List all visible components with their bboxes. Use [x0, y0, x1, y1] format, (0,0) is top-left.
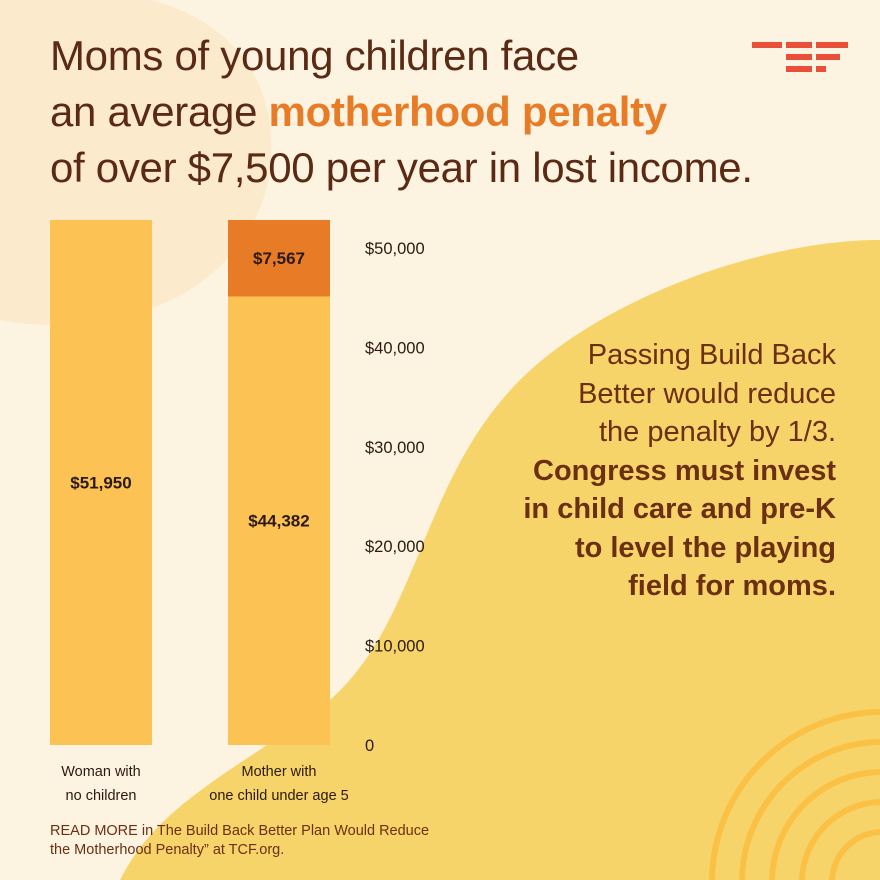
callout-strong-2: in child care and pre-K	[523, 493, 836, 525]
headline-line-1: Moms of young children face	[50, 32, 579, 79]
y-tick-label-40000: $40,000	[365, 339, 425, 358]
source-line-1: READ MORE in The Build Back Better Plan Would Reduce	[50, 823, 430, 839]
headline-line-3: of over $7,500 per year in lost income.	[50, 144, 753, 191]
category-label-1-line-1: Woman with	[61, 764, 141, 780]
callout-line-2: Better would reduce	[578, 377, 836, 410]
policy-callout	[470, 336, 836, 606]
bar-1-value-label-1: $51,950	[70, 473, 132, 493]
bar-2-value-label-2: $7,567	[253, 249, 305, 269]
callout-strong-4: field for moms.	[628, 570, 836, 602]
category-label-1-line-2: no children	[65, 788, 137, 804]
callout-strong-3: to level the playing	[574, 531, 836, 564]
source-note	[50, 822, 570, 860]
callout-strong-1: Congress must invest	[533, 454, 836, 487]
source-line-2: the Motherhood Penalty” at TCF.org.	[50, 842, 285, 858]
callout-line-3: the penalty by 1/3.	[599, 416, 836, 448]
y-tick-label-30000: $30,000	[365, 438, 425, 457]
category-label-2-line-1: Mother with	[241, 764, 317, 780]
y-tick-label-50000: $50,000	[365, 240, 425, 258]
y-tick-label-10000: $10,000	[365, 637, 425, 656]
callout-line-1: Passing Build Back	[587, 339, 836, 371]
category-label-2-line-2: one child under age 5	[209, 788, 349, 804]
y-tick-label-20000: $20,000	[365, 538, 425, 557]
bar-2-value-label-1: $44,382	[248, 511, 310, 531]
headline-line-2-pre: an average	[50, 88, 269, 135]
headline-accent: motherhood penalty	[268, 88, 667, 135]
y-tick-label-0: 0	[365, 737, 375, 755]
